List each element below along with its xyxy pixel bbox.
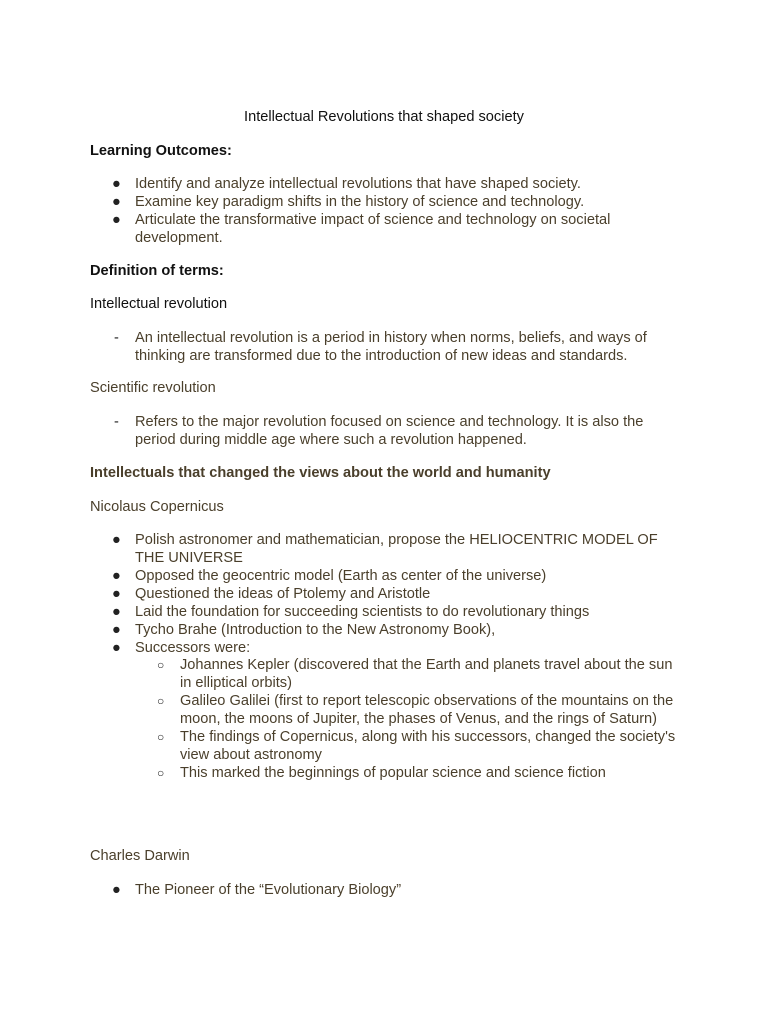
- bullet-icon: ●: [112, 586, 121, 602]
- list-item: ○ Galileo Galilei (first to report telescopic observations of the mountains on the moon, the moons of Jupiter, the phases of Venus, and the rings of Saturn): [157, 693, 674, 727]
- list-item: ● Tycho Brahe (Introduction to the New Astronomy Book),: [112, 622, 496, 638]
- bullet-icon: ●: [112, 194, 121, 210]
- dash-icon: -: [114, 330, 119, 346]
- term-scientific-revolution: Scientific revolution: [90, 380, 216, 396]
- definition-list: [90, 329, 678, 365]
- circle-bullet-icon: ○: [157, 694, 165, 708]
- list-item: ● Successors were:: [112, 640, 251, 656]
- bullet-icon: ●: [112, 882, 121, 898]
- bullet-icon: ●: [112, 532, 121, 548]
- darwin-name: Charles Darwin: [90, 848, 190, 864]
- copernicus-name: Nicolaus Copernicus: [90, 499, 224, 515]
- bullet-icon: ●: [112, 622, 121, 638]
- successors-list: [90, 656, 678, 782]
- list-item: ● Articulate the transformative impact of science and technology on societal development.: [112, 212, 611, 246]
- document-title: Intellectual Revolutions that shaped society: [244, 109, 524, 125]
- list-item: ● Identify and analyze intellectual revolutions that have shaped society.: [112, 176, 581, 192]
- list-item: ● Laid the foundation for succeeding scientists to do revolutionary things: [112, 604, 590, 620]
- bullet-icon: ●: [112, 212, 121, 228]
- list-item: - Refers to the major revolution focused on science and technology. It is also the period during middle age where such a revolution happened.: [114, 414, 644, 448]
- list-item: ● Examine key paradigm shifts in the history of science and technology.: [112, 194, 585, 210]
- learning-outcomes-heading: Learning Outcomes:: [90, 143, 232, 159]
- term-intellectual-revolution: Intellectual revolution: [90, 296, 228, 312]
- circle-bullet-icon: ○: [157, 766, 165, 780]
- list-item: ○ Johannes Kepler (discovered that the Earth and planets travel about the sun in elliptical orbits): [157, 657, 673, 691]
- definition-list: [90, 413, 678, 449]
- bullet-icon: ●: [112, 604, 121, 620]
- list-item: ○ The findings of Copernicus, along with his successors, changed the society's view about astronomy: [157, 729, 676, 763]
- list-item: ● Questioned the ideas of Ptolemy and Aristotle: [112, 586, 431, 602]
- list-item: ● Opposed the geocentric model (Earth as center of the universe): [112, 568, 547, 584]
- list-item: ● The Pioneer of the “Evolutionary Biology”: [112, 882, 402, 898]
- dash-icon: -: [114, 414, 119, 430]
- list-item: ○ This marked the beginnings of popular science and science fiction: [157, 765, 606, 781]
- definitions-heading: Definition of terms:: [90, 263, 224, 279]
- darwin-list: [90, 881, 678, 899]
- bullet-icon: ●: [112, 568, 121, 584]
- intellectuals-heading: Intellectuals that changed the views about the world and humanity: [90, 465, 551, 481]
- list-item: ● Polish astronomer and mathematician, propose the HELIOCENTRIC MODEL OF THE UNIVERSE: [112, 532, 658, 566]
- copernicus-list: [90, 531, 678, 657]
- list-item: - An intellectual revolution is a period in history when norms, beliefs, and ways of thinking are transformed due to the introduction of new ideas and standards.: [114, 330, 647, 364]
- bullet-icon: ●: [112, 640, 121, 656]
- bullet-icon: ●: [112, 176, 121, 192]
- learning-outcomes-list: [90, 175, 678, 247]
- circle-bullet-icon: ○: [157, 658, 165, 672]
- circle-bullet-icon: ○: [157, 730, 165, 744]
